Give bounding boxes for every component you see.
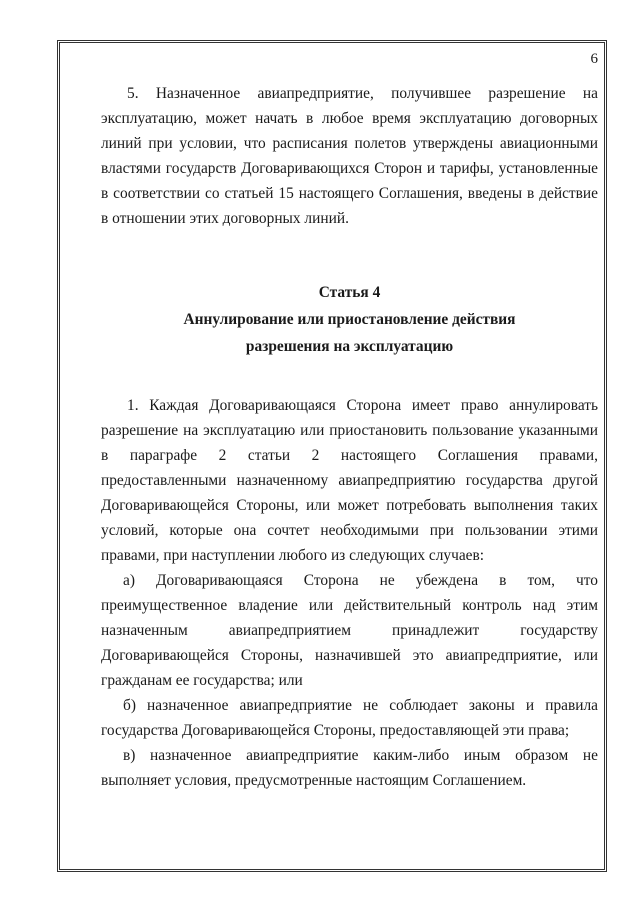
subitem-b: б) назначенное авиапредприятие не соблюдает законы и правила государства Договаривающейся Стороны, предоставляющей эти права; (101, 697, 598, 739)
page-content (101, 81, 598, 793)
article-number: Статья 4 (318, 284, 381, 301)
article-title-line1: Аннулирование или приостановление действия (183, 311, 516, 328)
article-title-line2: разрешения на эксплуатацию (245, 338, 454, 355)
subitem-c: в) назначенное авиапредприятие каким-либо иным образом не выполняет условия, предусмотренные настоящим Соглашением. (101, 747, 598, 789)
article-heading (101, 279, 598, 360)
article-4-paragraph-1: 1. Каждая Договаривающаяся Сторона имеет право аннулировать разрешение на эксплуатацию или приостановить пользование указанными в параграфе 2 статьи 2 настоящего Соглашения правами, предоставленными назначенному авиапредприятию государства другой Договаривающейся Стороны, или может потребовать выполнения таких условий, которые она сочтет необходимыми при пользовании этими правами, при наступлении любого из следующих случаев: (101, 397, 598, 564)
subitem-a: а) Договаривающаяся Сторона не убеждена в том, что преимущественное владение или действительный контроль над этим назначенным авиапредприятием принадлежит государству Договаривающейся Стороны, назначившей это авиапредприятие, или гражданам ее государства; или (101, 572, 598, 689)
paragraph-5: 5. Назначенное авиапредприятие, получившее разрешение на эксплуатацию, может начать в любое время эксплуатацию договорных линий при условии, что расписания полетов утверждены авиационными властями государств Договаривающихся Сторон и тарифы, установленные в соответствии со статьей 15 настоящего Соглашения, введены в действие в отношении этих договорных линий. (101, 85, 598, 227)
page-number: 6 (590, 51, 598, 67)
